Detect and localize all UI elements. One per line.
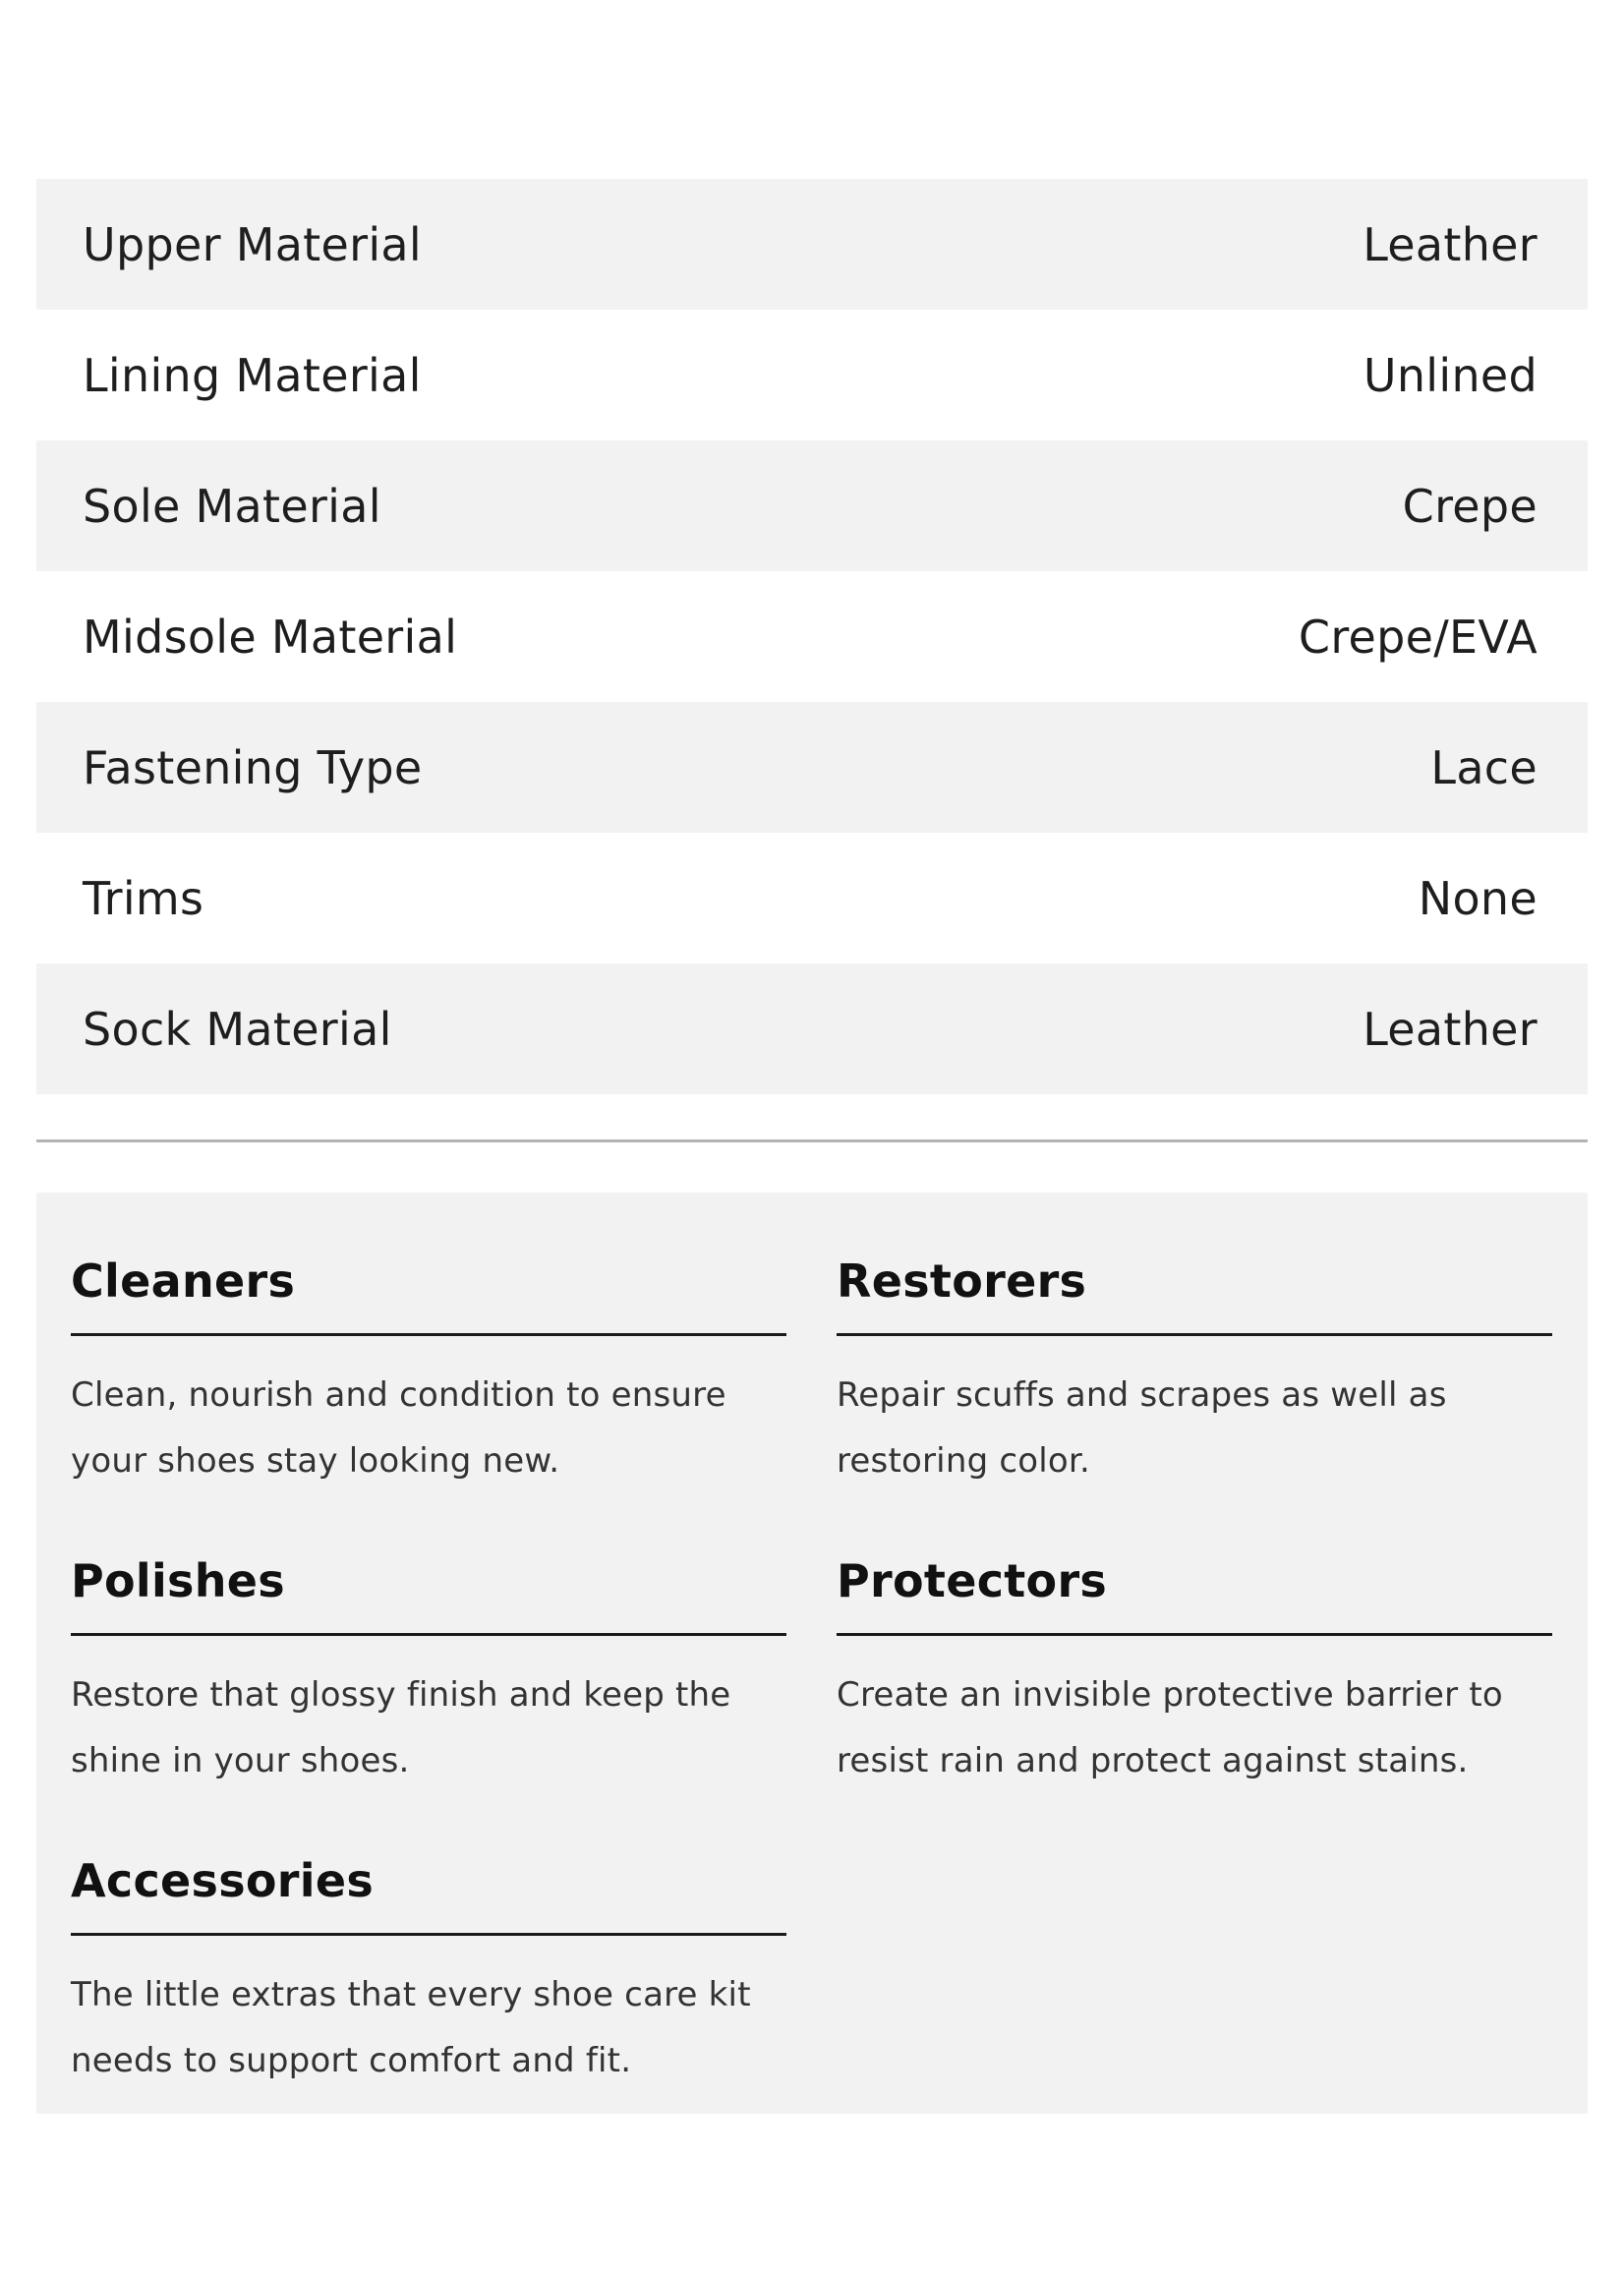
spec-value: Crepe/EVA [1298, 610, 1537, 664]
spec-row-upper-material [36, 179, 1588, 310]
spec-row-sock-material [36, 963, 1588, 1094]
care-title-underline [837, 1333, 1552, 1336]
care-title-underline [71, 1933, 786, 1936]
spec-label: Fastening Type [83, 740, 423, 794]
care-card-accessories[interactable] [71, 1845, 786, 2094]
care-title[interactable]: Protectors [837, 1554, 1108, 1607]
care-title-underline [71, 1633, 786, 1636]
care-card-restorers[interactable] [837, 1246, 1552, 1494]
spec-row-sole-material [36, 440, 1588, 571]
care-title[interactable]: Cleaners [71, 1254, 296, 1308]
care-description: Repair scuffs and scrapes as well as restoring color. [837, 1375, 1447, 1481]
spec-value: Leather [1363, 1002, 1537, 1056]
care-description: Clean, nourish and condition to ensure your shoes stay looking new. [71, 1375, 726, 1481]
spec-label: Trims [83, 871, 204, 925]
care-title-underline [837, 1633, 1552, 1636]
spec-label: Sock Material [83, 1002, 392, 1056]
spec-label: Upper Material [83, 217, 422, 271]
spec-value: Leather [1363, 217, 1537, 271]
spec-row-fastening-type [36, 702, 1588, 833]
spec-value: Crepe [1402, 479, 1537, 533]
care-description: The little extras that every shoe care kit needs to support comfort and fit. [71, 1975, 751, 2080]
spec-row-lining-material [36, 310, 1588, 440]
care-card-protectors[interactable] [837, 1545, 1552, 1794]
spec-row-trims [36, 833, 1588, 963]
care-title[interactable]: Restorers [837, 1254, 1087, 1308]
care-title-underline [71, 1333, 786, 1336]
care-card-polishes[interactable] [71, 1545, 786, 1794]
care-description: Restore that glossy finish and keep the shine in your shoes. [71, 1675, 731, 1780]
spec-label: Midsole Material [83, 610, 458, 664]
care-card-cleaners[interactable] [71, 1246, 786, 1494]
spec-table [36, 179, 1588, 1094]
section-divider [36, 1139, 1588, 1142]
spec-label: Sole Material [83, 479, 381, 533]
spec-label: Lining Material [83, 348, 422, 402]
shoe-care-panel [36, 1193, 1588, 2114]
spec-value: Unlined [1363, 348, 1537, 402]
spec-value: None [1418, 871, 1537, 925]
spec-value: Lace [1430, 740, 1537, 794]
care-title[interactable]: Accessories [71, 1854, 375, 1907]
care-title[interactable]: Polishes [71, 1554, 285, 1607]
spec-row-midsole-material [36, 571, 1588, 702]
care-description: Create an invisible protective barrier to resist rain and protect against stains. [837, 1675, 1503, 1780]
